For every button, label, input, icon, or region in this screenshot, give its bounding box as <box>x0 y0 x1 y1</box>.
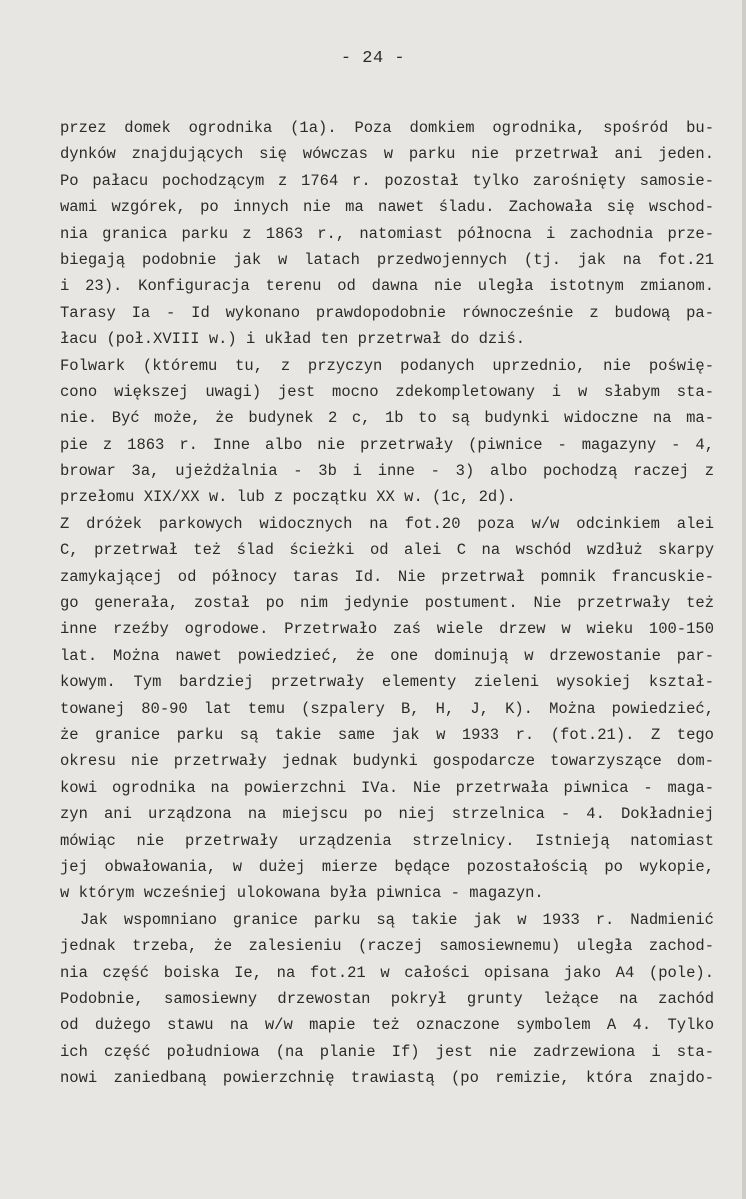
text-line: dynków znajdujących się wówczas w parku nie przetrwał ani jeden. <box>60 145 714 164</box>
text-line: pie z 1863 r. Inne albo nie przetrwały (piwnice - magazyny - 4, <box>60 435 714 454</box>
text-line: łacu (poł.XVIII w.) i układ ten przetrwał do dziś. <box>60 330 526 349</box>
text-line: Z dróżek parkowych widocznych na fot.20 poza w/w odcinkiem alei <box>60 514 714 533</box>
text-line: kowym. Tym bardziej przetrwały elementy zieleni wysokiej kształ- <box>60 673 714 692</box>
text-line: Po pałacu pochodzącym z 1764 r. pozostał tylko zarośnięty samosie- <box>60 171 714 190</box>
text-line: kowi ogrodnika na powierzchni IVa. Nie przetrwała piwnica - maga- <box>60 778 714 797</box>
text-line: browar 3a, ujeżdżalnia - 3b i inne - 3) albo pochodzą raczej z <box>60 462 714 481</box>
text-line: nia część boiska Ie, na fot.21 w całości opisana jako A4 (pole). <box>60 963 714 982</box>
body-text <box>60 115 714 1091</box>
text-line: i 23). Konfiguracja terenu od dawna nie uległa istotnym zmianom. <box>60 277 714 296</box>
page-edge <box>742 0 746 1199</box>
text-line: cono większej uwagi) jest mocno zdekompletowany i w słabym sta- <box>60 382 714 401</box>
text-line: inne rzeźby ogrodowe. Przetrwało zaś wiele drzew w wieku 100-150 <box>60 620 714 639</box>
text-line: C, przetrwał też ślad ścieżki od alei C na wschód wzdłuż skarpy <box>60 541 714 560</box>
text-line: Tarasy Ia - Id wykonano prawdopodobnie równocześnie z budową pa- <box>60 303 714 322</box>
text-line: że granice parku są takie same jak w 1933 r. (fot.21). Z tego <box>60 725 714 744</box>
text-line: Jak wspomniano granice parku są takie jak w 1933 r. Nadmienić <box>80 910 714 929</box>
text-line: wami wzgórek, po innych nie ma nawet śladu. Zachowała się wschod- <box>60 198 714 217</box>
text-line: zamykającej od północy taras Id. Nie przetrwał pomnik francuskie- <box>60 567 714 586</box>
text-line: biegają podobnie jak w latach przedwojennych (tj. jak na fot.21 <box>60 250 714 269</box>
text-line: nowi zaniedbaną powierzchnię trawiastą (po remizie, która znajdo- <box>60 1069 714 1088</box>
text-line: go generała, został po nim jedynie postument. Nie przetrwały też <box>60 594 714 613</box>
text-line: ich część południowa (na planie If) jest nie zadrzewiona i sta- <box>60 1042 714 1061</box>
text-line: okresu nie przetrwały jednak budynki gospodarcze towarzyszące dom- <box>60 752 714 771</box>
text-line: przełomu XIX/XX w. lub z początku XX w. (1c, 2d). <box>60 488 516 507</box>
text-line: nie. Być może, że budynek 2 c, 1b to są budynki widoczne na ma- <box>60 409 714 428</box>
text-line: jej obwałowania, w dużej mierze będące pozostałością po wykopie, <box>60 857 714 876</box>
text-line: Podobnie, samosiewny drzewostan pokrył grunty leżące na zachód <box>60 989 714 1008</box>
page-number: - 24 - <box>340 49 406 68</box>
text-line: jednak trzeba, że zalesieniu (raczej samosiewnemu) uległa zachod- <box>60 937 714 956</box>
text-line: Folwark (któremu tu, z przyczyn podanych uprzednio, nie poświę- <box>60 356 714 375</box>
text-line: od dużego stawu na w/w mapie też oznaczone symbolem A 4. Tylko <box>60 1016 714 1035</box>
text-line: w którym wcześniej ulokowana była piwnica - magazyn. <box>60 884 544 903</box>
text-line: towanej 80-90 lat temu (szpalery B, H, J, K). Można powiedzieć, <box>60 699 714 718</box>
text-line: zyn ani urządzona na miejscu po niej strzelnica - 4. Dokładniej <box>60 805 714 824</box>
text-line: nia granica parku z 1863 r., natomiast północna i zachodnia prze- <box>60 224 714 243</box>
text-line: mówiąc nie przetrwały urządzenia strzelnicy. Istnieją natomiast <box>60 831 714 850</box>
text-line: lat. Można nawet powiedzieć, że one dominują w drzewostanie par- <box>60 646 714 665</box>
text-line: przez domek ogrodnika (1a). Poza domkiem ogrodnika, spośród bu- <box>60 119 714 137</box>
